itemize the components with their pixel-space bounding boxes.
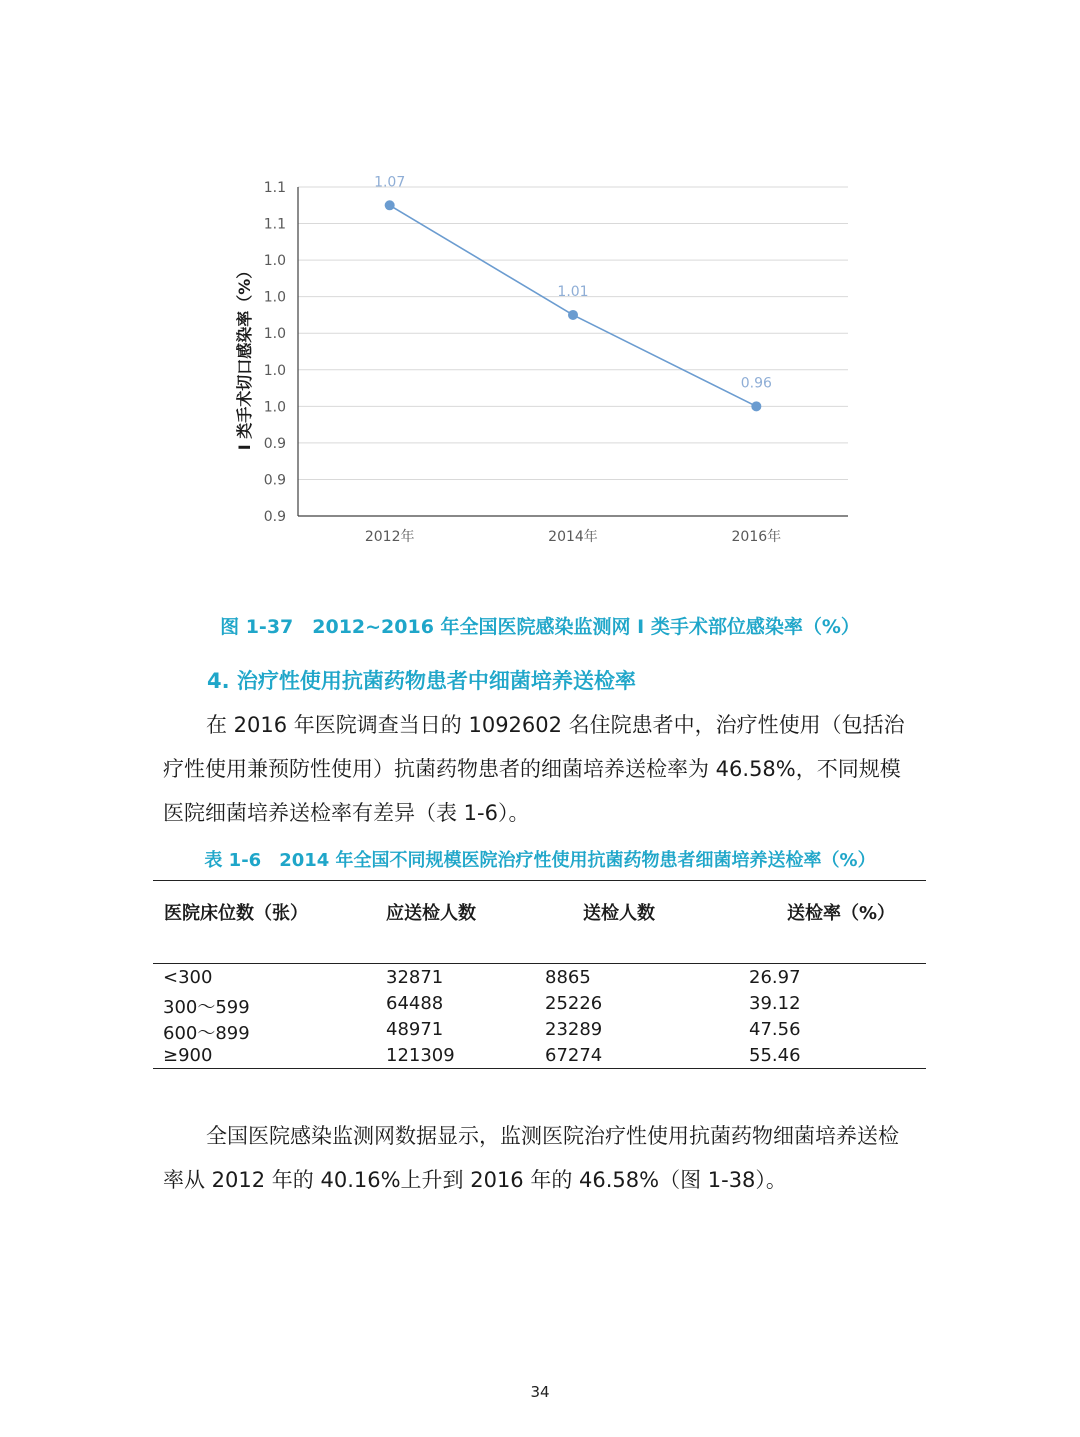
table-header-cell: 应送检人数 <box>386 903 476 924</box>
table-cell: 64488 <box>386 993 444 1014</box>
table-header-cell: 送检人数 <box>583 903 655 924</box>
x-tick-label: 2016年 <box>731 529 782 545</box>
table-caption: 表 1-6 2014 年全国不同规模医院治疗性使用抗菌药物患者细菌培养送检率（%） <box>204 850 876 871</box>
section-heading: 4. 治疗性使用抗菌药物患者中细菌培养送检率 <box>207 669 636 693</box>
y-tick-label: 1.0 <box>263 253 286 270</box>
table-cell: 47.56 <box>749 1019 801 1040</box>
y-tick-label: 1.1 <box>263 180 286 196</box>
y-tick-label: 1.0 <box>263 326 286 343</box>
x-tick-label: 2014年 <box>548 529 598 545</box>
table-cell: 23289 <box>545 1019 603 1040</box>
data-point <box>385 200 395 210</box>
y-tick-label: 1.0 <box>263 399 286 416</box>
table-cell: 39.12 <box>749 993 801 1014</box>
paragraph-2 <box>163 1114 919 1202</box>
data-point <box>568 310 578 320</box>
data-label: 1.07 <box>374 174 406 191</box>
paragraph-1 <box>163 703 919 835</box>
table-cell: 600～899 <box>163 1023 250 1044</box>
data-label: 1.01 <box>557 283 589 300</box>
paragraph-1-line: 在 2016 年医院调查当日的 1092602 名住院患者中，治疗性使用（包括治 <box>206 713 905 737</box>
data-point <box>751 401 761 411</box>
table-cell: ≥900 <box>163 1045 213 1066</box>
y-axis-title: I 类手术切口感染率（%） <box>235 262 254 451</box>
y-tick-label: 0.9 <box>263 472 286 489</box>
paragraph-2-line: 率从 2012 年的 40.16%上升到 2016 年的 46.58%（图 1-38）。 <box>163 1168 787 1192</box>
table-cell: 300～599 <box>163 997 250 1018</box>
y-tick-label: 1.0 <box>263 289 286 306</box>
chart-canvas <box>0 0 1080 600</box>
paragraph-1-line: 医院细菌培养送检率有差异（表 1-6）。 <box>163 801 530 825</box>
x-tick-label: 2012年 <box>364 529 415 545</box>
y-tick-label: 1.1 <box>263 216 286 233</box>
y-tick-label: 0.9 <box>263 435 286 452</box>
data-label: 0.96 <box>740 375 772 392</box>
table-header-cell: 送检率（%） <box>787 903 896 924</box>
table-cell: 8865 <box>545 967 591 988</box>
paragraph-1-line: 疗性使用兼预防性使用）抗菌药物患者的细菌培养送检率为 46.58%，不同规模 <box>163 757 901 781</box>
table-cell: 32871 <box>386 967 444 988</box>
figure-caption: 图 1-37 2012~2016 年全国医院感染监测网 I 类手术部位感染率（%） <box>220 616 860 638</box>
table-cell: <300 <box>163 967 213 988</box>
paragraph-2-line: 全国医院感染监测网数据显示，监测医院治疗性使用抗菌药物细菌培养送检 <box>206 1124 899 1148</box>
table-header-cell: 医院床位数（张） <box>164 903 308 924</box>
table-cell: 67274 <box>545 1045 603 1066</box>
y-tick-label: 1.0 <box>263 362 286 379</box>
series-line <box>390 205 757 406</box>
table-cell: 121309 <box>386 1045 455 1066</box>
line-chart <box>0 0 1080 600</box>
y-tick-label: 0.9 <box>263 509 286 525</box>
table-cell: 48971 <box>386 1019 444 1040</box>
page-number: 34 <box>530 1383 550 1401</box>
table-cell: 55.46 <box>749 1045 801 1066</box>
table-bottom-rule <box>153 1068 926 1069</box>
table-cell: 25226 <box>545 993 603 1014</box>
table-top-rule <box>153 880 926 881</box>
table-cell: 26.97 <box>749 967 801 988</box>
table-header-rule <box>153 963 926 964</box>
